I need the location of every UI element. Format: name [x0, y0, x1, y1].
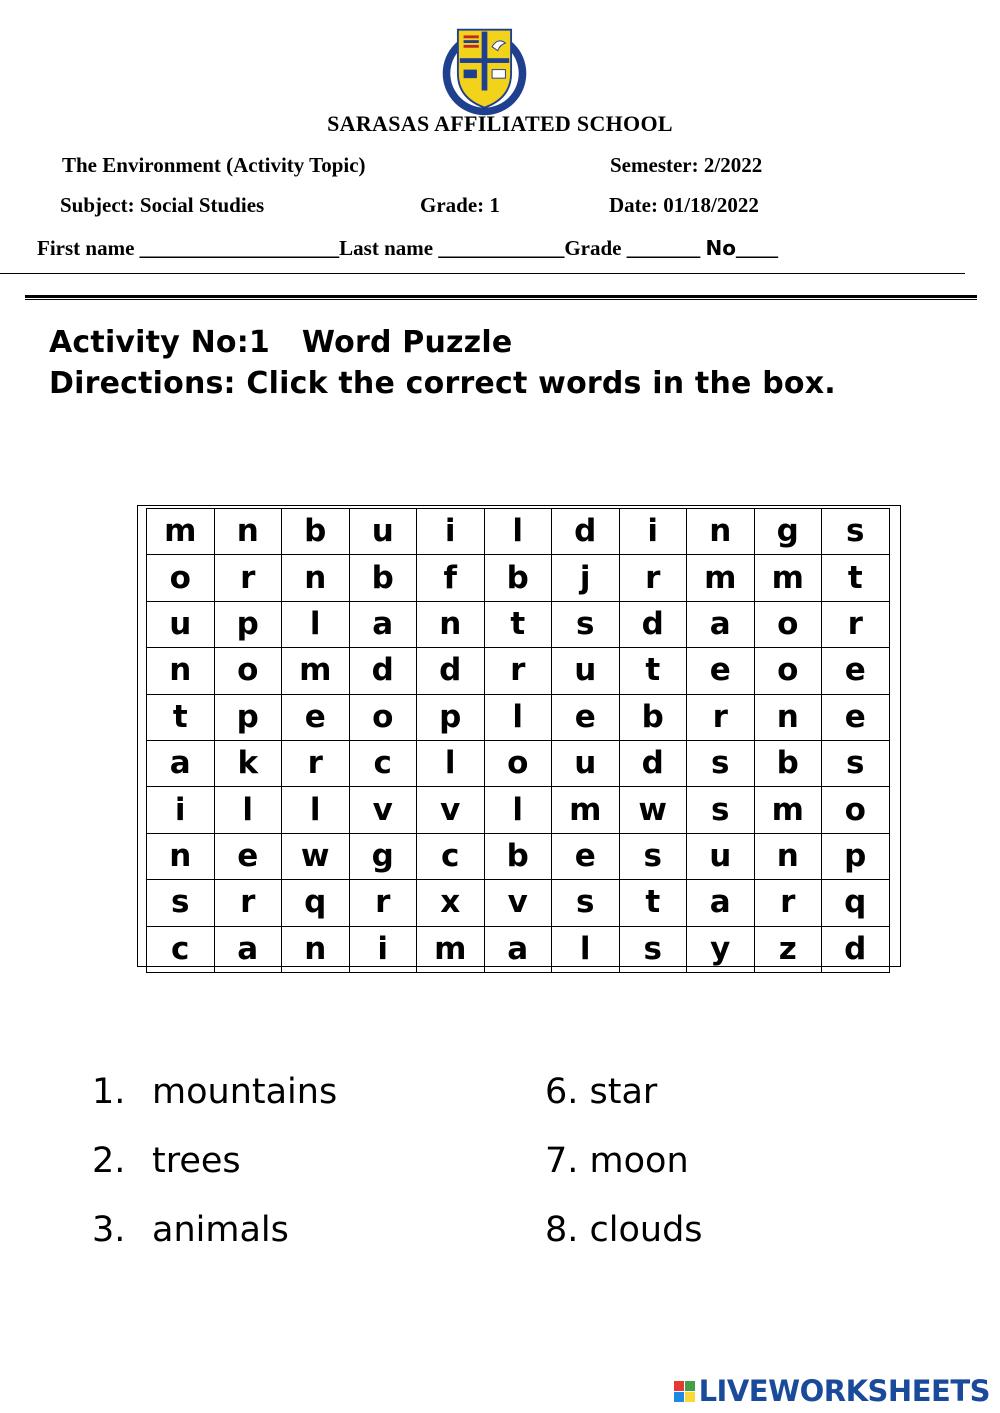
grade-blank[interactable]: _______	[626, 236, 701, 260]
puzzle-cell[interactable]: e	[822, 648, 890, 694]
puzzle-cell[interactable]: r	[282, 740, 350, 786]
student-info-line	[37, 236, 778, 261]
puzzle-cell[interactable]: e	[552, 694, 620, 740]
puzzle-cell[interactable]: w	[619, 787, 687, 833]
puzzle-cell[interactable]: i	[417, 509, 485, 555]
puzzle-cell[interactable]: m	[282, 648, 350, 694]
puzzle-cell[interactable]: n	[214, 509, 282, 555]
puzzle-cell[interactable]: b	[349, 555, 417, 601]
puzzle-cell[interactable]: l	[282, 601, 350, 647]
puzzle-cell[interactable]: s	[147, 880, 215, 926]
puzzle-cell[interactable]: t	[619, 880, 687, 926]
puzzle-cell[interactable]: l	[484, 787, 552, 833]
puzzle-cell[interactable]: u	[147, 601, 215, 647]
puzzle-cell[interactable]: i	[349, 926, 417, 972]
puzzle-cell[interactable]: s	[822, 740, 890, 786]
puzzle-cell[interactable]: b	[754, 740, 822, 786]
puzzle-cell[interactable]: l	[484, 509, 552, 555]
puzzle-cell[interactable]: u	[552, 740, 620, 786]
puzzle-cell[interactable]: i	[147, 787, 215, 833]
puzzle-cell[interactable]: d	[619, 740, 687, 786]
puzzle-cell[interactable]: m	[417, 926, 485, 972]
puzzle-cell[interactable]: s	[687, 787, 755, 833]
puzzle-cell[interactable]: b	[619, 694, 687, 740]
word-text: animals	[152, 1210, 289, 1250]
puzzle-cell[interactable]: c	[349, 740, 417, 786]
puzzle-cell[interactable]: p	[214, 694, 282, 740]
puzzle-cell[interactable]: s	[822, 509, 890, 555]
semester: Semester: 2/2022	[610, 153, 763, 177]
puzzle-cell[interactable]: c	[417, 833, 485, 879]
divider-thin	[0, 273, 965, 274]
puzzle-cell[interactable]: o	[214, 648, 282, 694]
puzzle-cell[interactable]: e	[282, 694, 350, 740]
puzzle-cell[interactable]: l	[282, 787, 350, 833]
puzzle-cell[interactable]: j	[552, 555, 620, 601]
puzzle-cell[interactable]: o	[147, 555, 215, 601]
puzzle-cell[interactable]: m	[147, 509, 215, 555]
puzzle-cell[interactable]: o	[349, 694, 417, 740]
word-list-item: 6. star	[545, 1072, 658, 1112]
last-name-label: Last name	[339, 236, 434, 260]
last-name-blank[interactable]: ____________	[438, 236, 565, 260]
puzzle-cell[interactable]: e	[822, 694, 890, 740]
word-number: 2.	[92, 1141, 126, 1181]
puzzle-cell[interactable]: v	[484, 880, 552, 926]
puzzle-row	[147, 509, 890, 555]
puzzle-cell[interactable]: s	[619, 926, 687, 972]
puzzle-cell[interactable]: l	[214, 787, 282, 833]
divider-thick-shadow	[25, 299, 977, 300]
puzzle-cell[interactable]: o	[484, 740, 552, 786]
school-crest-logo	[437, 24, 532, 119]
no-label: No	[705, 236, 736, 260]
puzzle-cell[interactable]: o	[754, 601, 822, 647]
puzzle-cell[interactable]: w	[282, 833, 350, 879]
puzzle-cell[interactable]: o	[822, 787, 890, 833]
puzzle-cell[interactable]: r	[754, 880, 822, 926]
grade-label: Grade	[564, 236, 622, 260]
puzzle-cell[interactable]: v	[417, 787, 485, 833]
puzzle-cell[interactable]: z	[754, 926, 822, 972]
puzzle-cell[interactable]: q	[282, 880, 350, 926]
puzzle-row	[147, 601, 890, 647]
puzzle-cell[interactable]: a	[484, 926, 552, 972]
puzzle-row	[147, 833, 890, 879]
puzzle-cell[interactable]: v	[349, 787, 417, 833]
puzzle-cell[interactable]: n	[754, 833, 822, 879]
directions: Directions: Click the correct words in the box.	[49, 366, 836, 401]
word-list-item	[92, 1141, 241, 1181]
puzzle-cell[interactable]: e	[687, 648, 755, 694]
puzzle-row	[147, 787, 890, 833]
puzzle-cell[interactable]: a	[349, 601, 417, 647]
puzzle-cell[interactable]: l	[484, 694, 552, 740]
puzzle-cell[interactable]: n	[147, 833, 215, 879]
puzzle-cell[interactable]: n	[687, 509, 755, 555]
puzzle-cell[interactable]: a	[147, 740, 215, 786]
puzzle-cell[interactable]: d	[822, 926, 890, 972]
divider-thick	[25, 295, 977, 298]
puzzle-cell[interactable]: m	[552, 787, 620, 833]
word-search-table	[146, 508, 890, 973]
puzzle-cell[interactable]: n	[282, 555, 350, 601]
word-text: mountains	[152, 1072, 338, 1112]
school-name: SARASAS AFFILIATED SCHOOL	[327, 111, 673, 136]
puzzle-cell[interactable]: u	[349, 509, 417, 555]
puzzle-cell[interactable]: q	[822, 880, 890, 926]
puzzle-cell[interactable]: l	[552, 926, 620, 972]
puzzle-cell[interactable]: g	[349, 833, 417, 879]
puzzle-cell[interactable]: p	[822, 833, 890, 879]
puzzle-cell[interactable]: n	[147, 648, 215, 694]
word-list-item	[92, 1210, 289, 1250]
puzzle-cell[interactable]: d	[619, 601, 687, 647]
no-blank[interactable]: ____	[735, 236, 778, 260]
puzzle-cell[interactable]: t	[822, 555, 890, 601]
puzzle-row	[147, 694, 890, 740]
puzzle-cell[interactable]: t	[619, 648, 687, 694]
grade-level: Grade: 1	[420, 193, 500, 217]
puzzle-cell[interactable]: p	[417, 694, 485, 740]
puzzle-cell[interactable]: a	[214, 926, 282, 972]
puzzle-cell[interactable]: f	[417, 555, 485, 601]
puzzle-cell[interactable]: b	[282, 509, 350, 555]
puzzle-cell[interactable]: x	[417, 880, 485, 926]
word-text: trees	[152, 1141, 241, 1181]
puzzle-cell[interactable]: m	[754, 787, 822, 833]
puzzle-cell[interactable]: r	[214, 880, 282, 926]
puzzle-cell[interactable]: s	[552, 880, 620, 926]
puzzle-cell[interactable]: i	[619, 509, 687, 555]
date: Date: 01/18/2022	[609, 193, 759, 217]
puzzle-cell[interactable]: a	[687, 880, 755, 926]
word-search-grid	[137, 505, 901, 967]
brand-text: LIVEWORKSHEETS	[698, 1374, 990, 1408]
puzzle-cell[interactable]: b	[484, 555, 552, 601]
word-number: 1.	[92, 1072, 126, 1112]
word-list-item: 7. moon	[545, 1141, 689, 1181]
puzzle-cell[interactable]: k	[214, 740, 282, 786]
puzzle-cell[interactable]: n	[754, 694, 822, 740]
puzzle-cell[interactable]: p	[214, 601, 282, 647]
puzzle-row	[147, 648, 890, 694]
liveworksheets-logo-icon	[674, 1381, 695, 1402]
puzzle-cell[interactable]: s	[687, 740, 755, 786]
puzzle-cell[interactable]: r	[822, 601, 890, 647]
puzzle-cell[interactable]: e	[552, 833, 620, 879]
puzzle-cell[interactable]: u	[687, 833, 755, 879]
word-number: 3.	[92, 1210, 126, 1250]
puzzle-cell[interactable]: t	[147, 694, 215, 740]
liveworksheets-brand[interactable]	[674, 1374, 990, 1408]
puzzle-cell[interactable]: r	[349, 880, 417, 926]
activity-topic: The Environment (Activity Topic)	[62, 153, 366, 177]
puzzle-cell[interactable]: a	[687, 601, 755, 647]
puzzle-cell[interactable]: g	[754, 509, 822, 555]
puzzle-cell[interactable]: d	[417, 648, 485, 694]
puzzle-cell[interactable]: n	[282, 926, 350, 972]
puzzle-row	[147, 880, 890, 926]
puzzle-row	[147, 555, 890, 601]
puzzle-cell[interactable]: c	[147, 926, 215, 972]
puzzle-cell[interactable]: b	[484, 833, 552, 879]
word-list-item: 8. clouds	[545, 1210, 703, 1250]
puzzle-cell[interactable]: n	[417, 601, 485, 647]
puzzle-cell[interactable]: l	[417, 740, 485, 786]
subject: Subject: Social Studies	[60, 193, 265, 217]
puzzle-cell[interactable]: e	[214, 833, 282, 879]
puzzle-cell[interactable]: d	[552, 509, 620, 555]
first-name-label: First name	[37, 236, 135, 260]
puzzle-cell[interactable]: m	[687, 555, 755, 601]
puzzle-cell[interactable]: r	[687, 694, 755, 740]
puzzle-cell[interactable]: m	[754, 555, 822, 601]
puzzle-cell[interactable]: r	[619, 555, 687, 601]
puzzle-row	[147, 926, 890, 972]
puzzle-cell[interactable]: r	[214, 555, 282, 601]
puzzle-cell[interactable]: y	[687, 926, 755, 972]
puzzle-cell[interactable]: s	[552, 601, 620, 647]
puzzle-cell[interactable]: o	[754, 648, 822, 694]
puzzle-cell[interactable]: s	[619, 833, 687, 879]
word-list-item	[92, 1072, 337, 1112]
puzzle-cell[interactable]: u	[552, 648, 620, 694]
first-name-blank[interactable]: ___________________	[139, 236, 340, 260]
puzzle-cell[interactable]: t	[484, 601, 552, 647]
puzzle-cell[interactable]: r	[484, 648, 552, 694]
puzzle-cell[interactable]: d	[349, 648, 417, 694]
puzzle-row	[147, 740, 890, 786]
activity-title: Activity No:1 Word Puzzle	[49, 325, 513, 360]
